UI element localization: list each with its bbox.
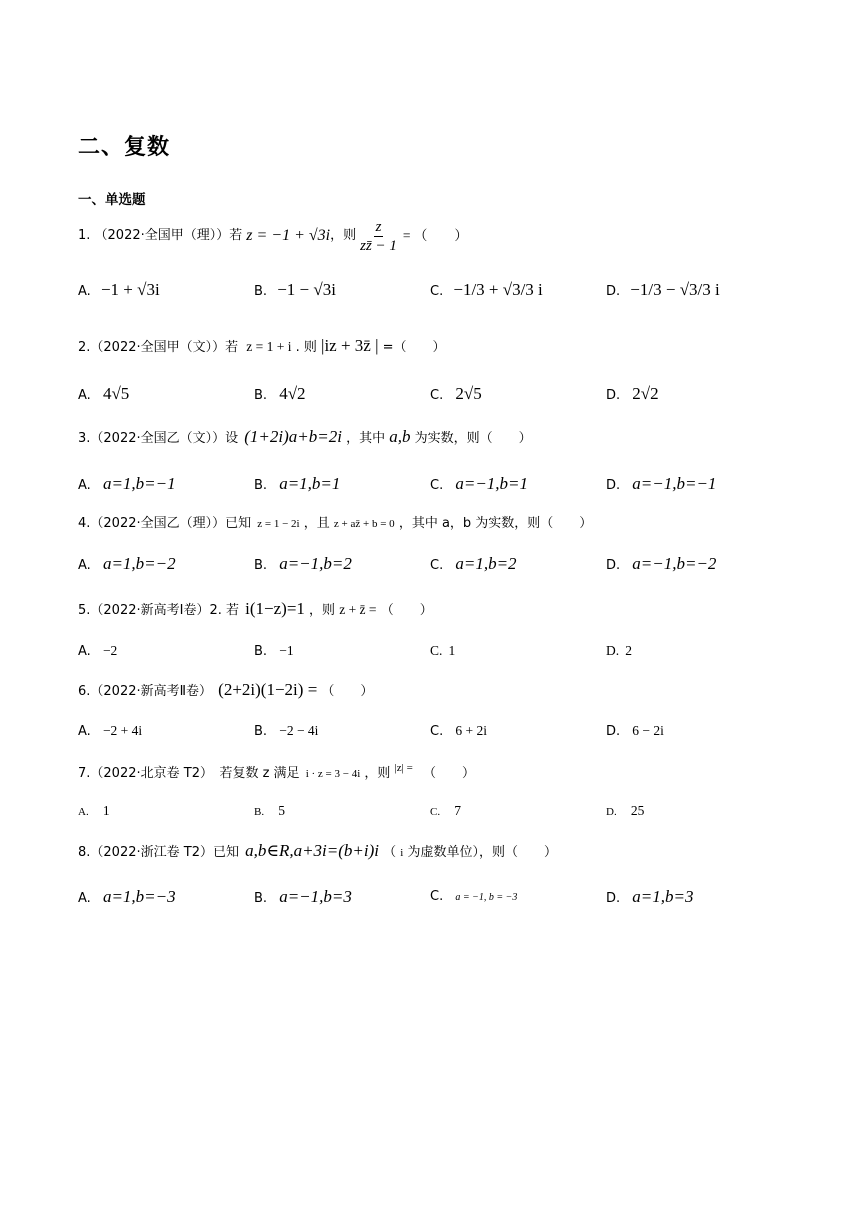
q8-option-d-text: a=1,b=3 (632, 887, 694, 906)
q4-option-c-label: C. (430, 558, 444, 573)
q8-option-c-label: C. (430, 889, 444, 904)
q6-option-a (78, 720, 142, 743)
question-8 (78, 841, 557, 863)
q3-option-b (254, 473, 340, 497)
question-2-expression: |iz + 3z̄ | (321, 336, 379, 355)
q3-option-d-label: D. (606, 478, 621, 493)
question-1-mid: ，则 (330, 228, 357, 243)
question-1 (78, 214, 468, 258)
q2-option-d (606, 383, 659, 407)
q7-option-d-label: D. (606, 806, 617, 818)
question-8-note-i: i (400, 847, 404, 859)
q8-option-d (606, 886, 694, 910)
q5-option-b-label: B. (254, 644, 268, 659)
question-6 (78, 680, 373, 702)
subsection-title: 一、单选题 (78, 192, 146, 208)
question-1-condition: z = −1 + √3i (246, 227, 331, 244)
question-5-prefix: 5.（2022·新高考Ⅰ卷）2. 若 (78, 603, 239, 618)
q6-option-b-text: −2 − 4i (279, 723, 319, 738)
q1-option-b (254, 279, 336, 303)
q5-option-c (430, 640, 455, 663)
q1-option-c-label: C. (430, 284, 444, 299)
question-3-tail: 为实数，则（ ） (414, 431, 532, 446)
q4-option-a (78, 553, 176, 577)
q1-option-a-text: −1 + √3i (100, 280, 160, 299)
question-5-tail: （ ） (380, 603, 433, 618)
question-3-vars: a,b (389, 427, 411, 446)
q6-option-a-label: A. (78, 724, 91, 739)
question-3-mid: ，其中 (346, 431, 386, 446)
question-4-prefix: 4.（2022·全国乙（理））已知 (78, 516, 252, 531)
question-7 (78, 764, 475, 784)
q7-option-b-label: B. (254, 806, 265, 818)
q2-option-d-text: 2√2 (632, 384, 659, 403)
question-2-tail: =（ ） (382, 340, 446, 355)
question-2-condition: z = 1 + i (246, 339, 292, 354)
q8-option-b-label: B. (254, 891, 268, 906)
q4-option-b (254, 553, 352, 577)
q5-option-a (78, 640, 117, 663)
q6-option-d (606, 720, 664, 743)
q5-option-d-label: D. (606, 643, 620, 658)
question-4-condition: z = 1 − 2i (257, 518, 300, 530)
q3-option-c-label: C. (430, 478, 444, 493)
q4-option-d-text: a=−1,b=−2 (632, 554, 717, 573)
section-title: 二、复数 (78, 135, 171, 160)
q1-option-d-text: −1/3 − √3/3 i (630, 280, 720, 299)
q2-option-c-label: C. (430, 388, 444, 403)
q3-option-a-text: a=1,b=−1 (102, 474, 176, 493)
question-1-fraction (358, 218, 399, 255)
q5-option-a-label: A. (78, 644, 91, 659)
q4-option-a-text: a=1,b=−2 (102, 554, 176, 573)
q6-option-c-label: C. (430, 724, 444, 739)
q2-option-c (430, 383, 482, 407)
q5-option-d-text: 2 (625, 643, 633, 658)
q7-option-a (78, 800, 110, 823)
q1-option-c (430, 279, 543, 303)
q8-option-a-label: A. (78, 891, 91, 906)
question-5 (78, 599, 433, 621)
question-2-prefix: 2.（2022·全国甲（文））若 (78, 340, 239, 355)
q7-option-a-text: 1 (102, 803, 110, 818)
q7-option-c-label: C. (430, 806, 441, 818)
question-4-condition-2: z + az̄ + b = 0 (333, 518, 395, 530)
q3-option-d (606, 473, 716, 497)
q2-option-d-label: D. (606, 388, 621, 403)
q8-option-c-text: a = −1, b = −3 (455, 892, 518, 903)
question-3-condition: (1+2i)a+b=2i (244, 427, 342, 446)
q2-option-a-label: A. (78, 388, 91, 403)
q4-option-b-label: B. (254, 558, 268, 573)
question-1-fraction-denominator: zz̄ − 1 (360, 237, 397, 254)
question-8-condition: a,b∈R,a+3i=(b+i)i (245, 841, 379, 860)
q8-option-c (430, 886, 517, 909)
question-7-expression: |z| = (394, 762, 413, 774)
q1-option-c-text: −1/3 + √3/3 i (453, 280, 543, 299)
q6-option-b (254, 720, 318, 743)
question-2-mid: . 则 (295, 340, 317, 355)
question-4 (78, 514, 592, 534)
q2-option-c-text: 2√5 (455, 384, 482, 403)
q6-option-c-text: 6 + 2i (455, 723, 487, 738)
q1-option-b-label: B. (254, 284, 268, 299)
question-3 (78, 427, 532, 449)
question-1-tail: = （ ） (402, 228, 468, 243)
question-4-tail: ，其中 a，b 为实数，则（ ） (398, 516, 593, 531)
q1-option-b-text: −1 − √3i (277, 280, 336, 299)
q7-option-d (606, 800, 644, 823)
q4-option-c (430, 553, 517, 577)
question-7-prefix: 7.（2022·北京卷 T2） 若复数 z 满足 (78, 766, 300, 781)
question-7-condition: i · z = 3 − 4i (305, 768, 361, 780)
question-7-mid: ，则 (364, 766, 391, 781)
q2-option-b-text: 4√2 (279, 384, 306, 403)
q5-option-a-text: −2 (102, 643, 118, 658)
q8-option-b (254, 886, 352, 910)
question-6-prefix: 6.（2022·新高考Ⅱ卷） (78, 684, 213, 699)
q8-option-d-label: D. (606, 891, 621, 906)
q4-option-a-label: A. (78, 558, 91, 573)
q6-option-b-label: B. (254, 724, 268, 739)
q2-option-a-text: 4√5 (102, 384, 130, 403)
q8-option-a-text: a=1,b=−3 (102, 887, 176, 906)
q2-option-b-label: B. (254, 388, 268, 403)
q5-option-b-text: −1 (279, 643, 294, 658)
question-5-mid: ，则 (309, 603, 336, 618)
q1-option-d (606, 279, 720, 303)
question-1-fraction-numerator: z (375, 218, 382, 235)
q6-option-c (430, 720, 487, 743)
q1-option-a-label: A. (78, 284, 91, 299)
q5-option-d (606, 640, 632, 663)
q6-option-d-text: 6 − 2i (632, 723, 664, 738)
q3-option-b-text: a=1,b=1 (279, 474, 341, 493)
q3-option-c-text: a=−1,b=1 (455, 474, 529, 493)
question-8-prefix: 8.（2022·浙江卷 T2）已知 (78, 845, 239, 860)
q3-option-d-text: a=−1,b=−1 (632, 474, 717, 493)
q4-option-b-text: a=−1,b=2 (279, 554, 352, 573)
q7-option-c-text: 7 (454, 803, 461, 818)
question-4-mid: ，且 (303, 516, 330, 531)
q1-option-d-label: D. (606, 284, 621, 299)
q7-option-b-text: 5 (278, 803, 285, 818)
q7-option-c (430, 800, 461, 823)
q8-option-b-text: a=−1,b=3 (279, 887, 352, 906)
question-7-tail: （ ） (422, 766, 475, 781)
question-5-expression: z + z̄ = (339, 602, 377, 617)
q5-option-b (254, 640, 294, 663)
q2-option-a (78, 383, 129, 407)
question-8-mid: （ (383, 845, 397, 860)
q7-option-a-label: A. (78, 806, 89, 818)
q8-option-a (78, 886, 176, 910)
q3-option-b-label: B. (254, 478, 268, 493)
question-2 (78, 336, 446, 358)
q1-option-a (78, 279, 160, 303)
question-3-prefix: 3.（2022·全国乙（文））设 (78, 431, 239, 446)
q6-option-a-text: −2 + 4i (102, 723, 143, 738)
question-8-tail: 为虚数单位），则（ ） (407, 845, 557, 860)
question-1-prefix: 1. （2022·全国甲（理））若 (78, 228, 243, 243)
q3-option-c (430, 473, 528, 497)
question-6-tail: （ ） (321, 684, 374, 699)
q7-option-d-text: 25 (630, 803, 645, 818)
q5-option-c-text: 1 (448, 643, 456, 658)
q4-option-d-label: D. (606, 558, 621, 573)
question-5-condition: i(1−z)=1 (245, 599, 305, 618)
q2-option-b (254, 383, 306, 407)
q3-option-a (78, 473, 176, 497)
q6-option-d-label: D. (606, 724, 621, 739)
q4-option-c-text: a=1,b=2 (455, 554, 517, 573)
q4-option-d (606, 553, 716, 577)
q5-option-c-label: C. (430, 643, 443, 658)
q7-option-b (254, 800, 285, 823)
question-6-condition: (2+2i)(1−2i) = (218, 680, 318, 699)
q3-option-a-label: A. (78, 478, 91, 493)
